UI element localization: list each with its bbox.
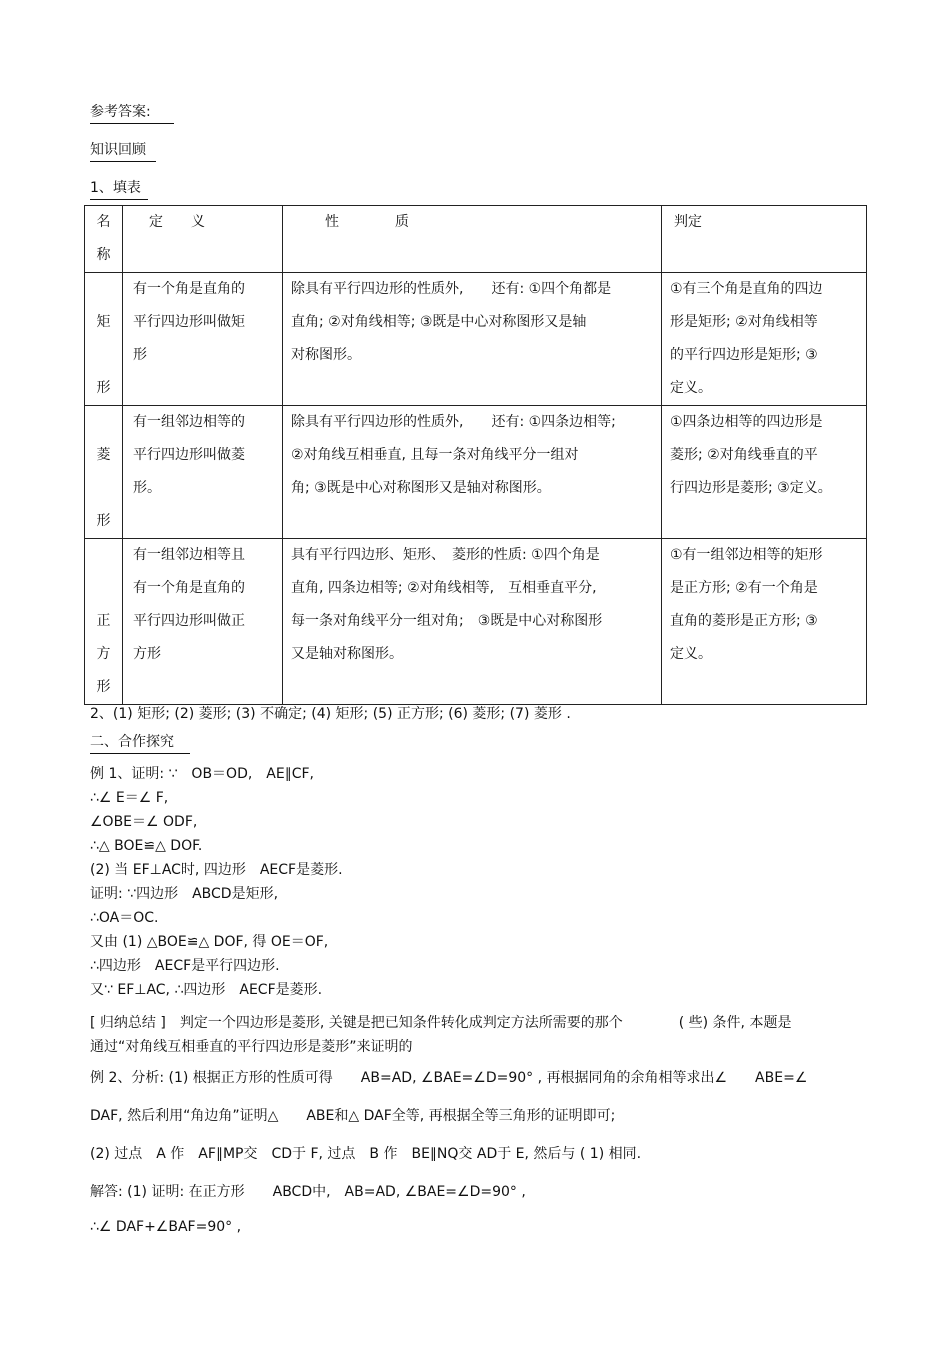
judgement-cell bbox=[662, 273, 867, 406]
text-line: 定义。 bbox=[670, 380, 712, 396]
text-line: 对称图形。 bbox=[291, 347, 361, 363]
text-line: 又是轴对称图形。 bbox=[291, 646, 403, 662]
proof-line: ∴∠ E＝∠ F, bbox=[90, 790, 169, 806]
row-name-char: 方 bbox=[96, 646, 111, 662]
text-line: 定义。 bbox=[670, 646, 712, 662]
proof-line: ∴四边形 AECF是平行四边形. bbox=[90, 958, 280, 974]
text-line: 有一组邻边相等且 bbox=[133, 547, 245, 563]
text-line: 平行四边形叫做矩 bbox=[133, 314, 245, 330]
q1-title: 1、填表 bbox=[90, 177, 148, 200]
row-name-char: 形 bbox=[96, 380, 111, 396]
header-judgement: 判定 bbox=[674, 214, 702, 230]
row-name-char: 正 bbox=[96, 613, 111, 629]
definition-cell bbox=[123, 406, 283, 539]
text-line: ②对角线互相垂直, 且每一条对角线平分一组对 bbox=[291, 447, 579, 463]
header-name-line: 称 bbox=[96, 247, 111, 263]
text-line: 的平行四边形是矩形; ③ bbox=[670, 347, 818, 363]
summary-block bbox=[90, 1011, 791, 1059]
text-line: 行四边形是菱形; ③定义。 bbox=[670, 480, 832, 496]
text-line: 形是矩形; ②对角线相等 bbox=[670, 314, 818, 330]
judgement-cell bbox=[662, 539, 867, 705]
summary-line: 通过“对角线互相垂直的平行四边形是菱形”来证明的 bbox=[90, 1039, 413, 1055]
proof-line: ∴△ BOE≌△ DOF. bbox=[90, 838, 203, 854]
text-line: 有一个角是直角的 bbox=[133, 281, 245, 297]
example2-line: ∴∠ DAF+∠BAF=90° , bbox=[90, 1219, 242, 1235]
text-line: 直角; ②对角线相等; ③既是中心对称图形又是轴 bbox=[291, 314, 587, 330]
definition-cell bbox=[123, 273, 283, 406]
text-line: 形。 bbox=[133, 480, 161, 496]
text-line: 除具有平行四边形的性质外, 还有: ①四条边相等; bbox=[291, 414, 616, 430]
text-line: ①有三个角是直角的四边 bbox=[670, 281, 823, 297]
text-line: 直角的菱形是正方形; ③ bbox=[670, 613, 818, 629]
row-name-char: 形 bbox=[96, 679, 111, 695]
row-name-cell bbox=[85, 273, 123, 406]
table-row bbox=[85, 406, 867, 539]
text-line: ①有一组邻边相等的矩形 bbox=[670, 547, 823, 563]
header-definition: 定 义 bbox=[149, 214, 205, 230]
text-line: 每一条对角线平分一组对角; ③既是中心对称图形 bbox=[291, 613, 603, 629]
header-judgement-cell bbox=[662, 206, 867, 273]
header-definition-cell bbox=[123, 206, 283, 273]
text-line: 角; ③既是中心对称图形又是轴对称图形。 bbox=[291, 480, 551, 496]
proof-line: (2) 当 EF⊥AC时, 四边形 AECF是菱形. bbox=[90, 862, 343, 878]
table-row bbox=[85, 273, 867, 406]
text-line: ①四条边相等的四边形是 bbox=[670, 414, 823, 430]
header-name-cell bbox=[85, 206, 123, 273]
example1-block bbox=[90, 762, 343, 1002]
example2-line: 例 2、分析: (1) 根据正方形的性质可得 AB=AD, ∠BAE=∠D=90° , 再根据同角的余角相等求出∠ ABE=∠ bbox=[90, 1070, 808, 1086]
header-name-line: 名 bbox=[96, 214, 111, 230]
property-cell bbox=[283, 406, 662, 539]
text-line: 平行四边形叫做正 bbox=[133, 613, 245, 629]
judgement-cell bbox=[662, 406, 867, 539]
text-line: 有一个角是直角的 bbox=[133, 580, 245, 596]
row-name-cell bbox=[85, 539, 123, 705]
text-line: 有一组邻边相等的 bbox=[133, 414, 245, 430]
example2-line: DAF, 然后利用“角边角”证明△ ABE和△ DAF全等, 再根据全等三角形的证明即可; bbox=[90, 1108, 616, 1124]
row-name-char: 菱 bbox=[96, 447, 111, 463]
property-cell bbox=[283, 273, 662, 406]
summary-line: [ 归纳总结 ] 判定一个四边形是菱形, 关键是把已知条件转化成判定方法所需要的那个 ( 些) 条件, 本题是 bbox=[90, 1015, 792, 1031]
property-cell bbox=[283, 539, 662, 705]
answers-title: 参考答案: bbox=[90, 101, 174, 124]
proof-line: 例 1、证明: ∵ OB＝OD, AE∥CF, bbox=[90, 766, 315, 782]
quadrilateral-table bbox=[84, 205, 867, 705]
text-line: 具有平行四边形、矩形、 菱形的性质: ①四个角是 bbox=[291, 547, 600, 563]
text-line: 除具有平行四边形的性质外, 还有: ①四个角都是 bbox=[291, 281, 612, 297]
text-line: 形 bbox=[133, 347, 147, 363]
text-line: 方形 bbox=[133, 646, 161, 662]
row-name-char: 矩 bbox=[96, 314, 111, 330]
section2-title: 二、合作探究 bbox=[90, 731, 190, 754]
example2-line: 解答: (1) 证明: 在正方形 ABCD中, AB=AD, ∠BAE=∠D=90° , bbox=[90, 1184, 526, 1200]
text-line: 是正方形; ②有一个角是 bbox=[670, 580, 818, 596]
review-title: 知识回顾 bbox=[90, 139, 156, 162]
q2-answer: 2、(1) 矩形; (2) 菱形; (3) 不确定; (4) 矩形; (5) 正方形; (6) 菱形; (7) 菱形 . bbox=[90, 706, 571, 722]
header-property: 性 质 bbox=[325, 214, 409, 230]
definition-cell bbox=[123, 539, 283, 705]
proof-line: 又∵ EF⊥AC, ∴四边形 AECF是菱形. bbox=[90, 982, 323, 998]
proof-line: ∠OBE＝∠ ODF, bbox=[90, 814, 198, 830]
text-line: 平行四边形叫做菱 bbox=[133, 447, 245, 463]
proof-line: 证明: ∵四边形 ABCD是矩形, bbox=[90, 886, 279, 902]
row-name-char: 形 bbox=[96, 513, 111, 529]
header-property-cell bbox=[283, 206, 662, 273]
text-line: 菱形; ②对角线垂直的平 bbox=[670, 447, 818, 463]
table-row bbox=[85, 539, 867, 705]
text-line: 直角, 四条边相等; ②对角线相等, 互相垂直平分, bbox=[291, 580, 597, 596]
table-header-row bbox=[85, 206, 867, 273]
proof-line: 又由 (1) △BOE≌△ DOF, 得 OE＝OF, bbox=[90, 934, 329, 950]
row-name-cell bbox=[85, 406, 123, 539]
proof-line: ∴OA＝OC. bbox=[90, 910, 159, 926]
example2-line: (2) 过点 A 作 AF∥MP交 CD于 F, 过点 B 作 BE∥NQ交 AD于 E, 然后与 ( 1) 相同. bbox=[90, 1146, 642, 1162]
